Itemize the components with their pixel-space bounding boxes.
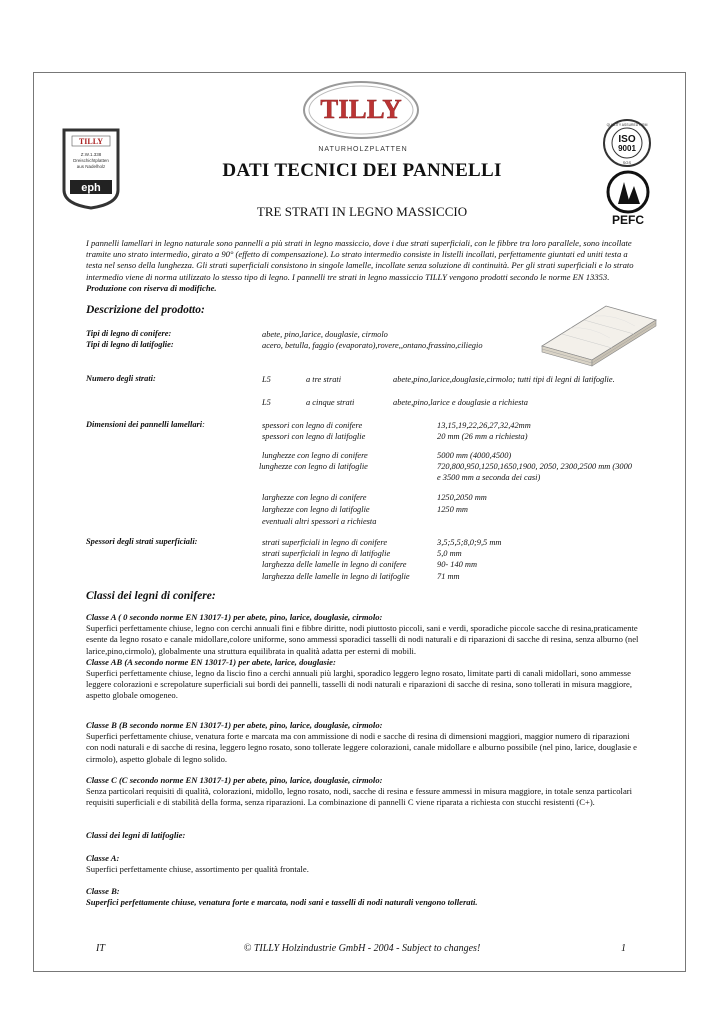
surface-key: larghezza delle lamelle in legno di latifoglie <box>262 572 410 581</box>
svg-text:aus Nadelholz: aus Nadelholz <box>76 164 106 169</box>
layer-code: L5 <box>262 398 271 407</box>
svg-text:SGS: SGS <box>622 160 632 165</box>
page-subtitle: TRE STRATI IN LEGNO MASSICCIO <box>256 204 468 219</box>
page-title: DATI TECNICI DEI PANNELLI <box>222 160 502 181</box>
dimension-key: spessori con legno di latifoglie <box>262 432 366 441</box>
dimension-value: 1250,2050 mm <box>437 493 487 502</box>
layers-label: Numero degli strati: <box>86 374 156 383</box>
hardwood-value: acero, betulla, faggio (evaporato),rovere,,ontano,frassino,ciliegio <box>262 341 483 350</box>
svg-text:ISO: ISO <box>618 134 636 145</box>
svg-text:eph: eph <box>81 182 101 194</box>
layer-woods: abete,pino,larice e douglasie a richiesta <box>393 398 528 407</box>
hardwood-class-a-block: Classe A: Superfici perfettamente chiuse, assortimento per qualità frontale. <box>86 853 309 875</box>
svg-text:Z.W.1.338: Z.W.1.338 <box>80 152 102 157</box>
dimension-value: 20 mm (26 mm a richiesta) <box>437 432 528 441</box>
dimension-key: larghezze con legno di conifere <box>262 493 367 502</box>
dimension-value: 5000 mm (4000,4500) <box>437 451 512 460</box>
surface-key: larghezza delle lamelle in legno di conifere <box>262 560 407 569</box>
tilly-logo <box>302 80 420 140</box>
surface-key: strati superficiali in legno di conifere <box>262 538 388 547</box>
dimension-value: 13,15,19,22,26,27,32,42mm <box>437 421 531 430</box>
surface-key: strati superficiali in legno di latifoglie <box>262 549 391 558</box>
section-heading-description: Descrizione del prodotto: <box>86 304 205 316</box>
svg-text:Dreischichtplatten: Dreischichtplatten <box>73 158 109 163</box>
svg-text:TILLY: TILLY <box>78 137 104 146</box>
layer-type: a tre strati <box>306 375 342 384</box>
intro-paragraph: I pannelli lamellari in legno naturale sono pannelli a più strati in legno massiccio, dove i due strati superficiali, con le fibbre tra loro parallele, sono incollate tramite uno strato intermedio, girato a 90° (effetto di compensazione). Lo strato intermedio consiste in listelli incollati, perfettamente giuntati ed uniti testa a testa nel senso della lunghezza. Gli strati superficiali consistono in singole lamelle, incollate senza soluzione di continuità. Per gli strati superficiali e lo strato intermedio viene di norma utilizzato lo stesso tipo di legno. I pannelli tre strati in legno massiccio TILLY vengono prodotti secondo le norme EN 13353. Produzione con riserva di modifiche. <box>86 238 634 293</box>
hardwood-class-b-block: Classe B: Superfici perfettamente chiuse, venatura forte e marcata, nodi sani e tasselli di nodi naturali vengono tollerati. <box>86 886 478 908</box>
intro-bold-note: Produzione con riserva di modifiche. <box>86 282 217 293</box>
svg-text:9001: 9001 <box>618 144 636 153</box>
dimension-key: lunghezze con legno di conifere <box>262 451 368 460</box>
surface-value: 90- 140 mm <box>437 560 478 569</box>
class-a-block: Classe A ( 0 secondo norme EN 13017-1) per abete, pino, larice, douglasie, cirmolo: Superfici perfettamente chiuse, legno con cerchi annuali fini e fibbre diritte, nodi piuttosto piccoli, sani e verdi, sporadiche piccole sacche di resina,praticamente esente da legno rosato e canale midollare,colore uniforme, sono ammessi sporadici tasselli di nodi naturali e di riparazioni di sacche di resina, senza alburno (nel larice,pino,cirmolo), globalmente una struttura equilibrata in qualità adatta per esterni di mobili. Classe AB (A secondo norme EN 13017-1) per abete, larice, douglasie: Superfici perfettamente chiuse, legno da liscio fino a cerchi annuali più larghi, sporadico leggero legno rosato, limitate parti di canali midollari, sono ammesse leggere colorazioni e screpolature superficiali sui bordi dei pannelli, tasselli di nodi naturali e riparazioni di sacche di resina, sono tollerati in misura maggiore, aspetto globale omogeneo. <box>86 612 639 701</box>
dimension-note: eventuali altri spessori a richiesta <box>262 517 377 526</box>
layer-code: L5 <box>262 375 271 384</box>
surface-label: Spessori degli strati superficiali: <box>86 537 198 546</box>
dimension-key: lunghezze con legno di latifoglie <box>259 462 368 471</box>
conifer-value: abete, pino,larice, douglasie, cirmolo <box>262 330 388 339</box>
hardwood-classes-heading: Classi dei legni di latifoglie: <box>86 830 186 840</box>
svg-text:PEFC: PEFC <box>611 213 645 227</box>
footer-language: IT <box>96 943 105 954</box>
brand-subtitle: NATURHOLZPLATTEN <box>318 146 408 153</box>
footer-copyright: © TILLY Holzindustrie GmbH - 2004 - Subject to changes! <box>243 943 481 954</box>
class-b-block: Classe B (B secondo norme EN 13017-1) per abete, pino, larice, douglasie, cirmolo: Superfici perfettamente chiuse, venatura forte e marcata ma con ammissione di nodi e sacche di resina di dimensioni maggiori, maggior numero di riparazioni con nodi naturali e di sacche di resina, leggero legno rosato, sono tollerate leggere colorazioni, canale midollare e alburno possibile (nel pino, larice, douglasie e cirmolo), aspetto globale di legno solido. <box>86 720 637 764</box>
surface-value: 71 mm <box>437 572 460 581</box>
section-heading-classes: Classi dei legni di conifere: <box>86 590 216 602</box>
tilly-logo-text: TILLY <box>320 94 402 124</box>
panel-illustration <box>540 298 658 368</box>
dimension-key: spessori con legno di conifere <box>262 421 363 430</box>
hardwood-label: Tipi di legno di latifoglie: <box>86 340 174 349</box>
surface-value: 5,0 mm <box>437 549 462 558</box>
surface-value: 3,5;5,5;8,0;9,5 mm <box>437 538 502 547</box>
dimensions-label: Dimensioni dei pannelli lamellari: <box>86 420 205 429</box>
dimension-value: 720,800,950,1250,1650,1900, 2050, 2300,2500 mm (3000 e 3500 mm a seconda dei casi) <box>437 462 632 482</box>
svg-text:QUALITY ASSURED FIRM: QUALITY ASSURED FIRM <box>606 123 648 127</box>
conifer-label: Tipi di legno di conifere: <box>86 329 172 338</box>
layer-woods: abete,pino,larice,douglasie,cirmolo; tutti tipi di legni di latifoglie. <box>393 375 615 384</box>
layer-type: a cinque strati <box>306 398 355 407</box>
dimension-value: 1250 mm <box>437 505 468 514</box>
dimension-key: larghezze con legno di latifoglie <box>262 505 370 514</box>
class-c-block: Classe C (C secondo norme EN 13017-1) per abete, pino, larice, douglasie, cirmolo: Senza particolari requisiti di qualità, colorazioni, midollo, legno rosato, nodi, sacche di resina e fessure ammessi in misura maggiore, in totale senza particolari requisiti superficiali e di stabilità della forma, senza riparazioni. La combinazione di pannelli C viene riparata a richiesta con stucchi resistenti (C+). <box>86 775 633 808</box>
footer-page-number: 1 <box>621 943 626 954</box>
